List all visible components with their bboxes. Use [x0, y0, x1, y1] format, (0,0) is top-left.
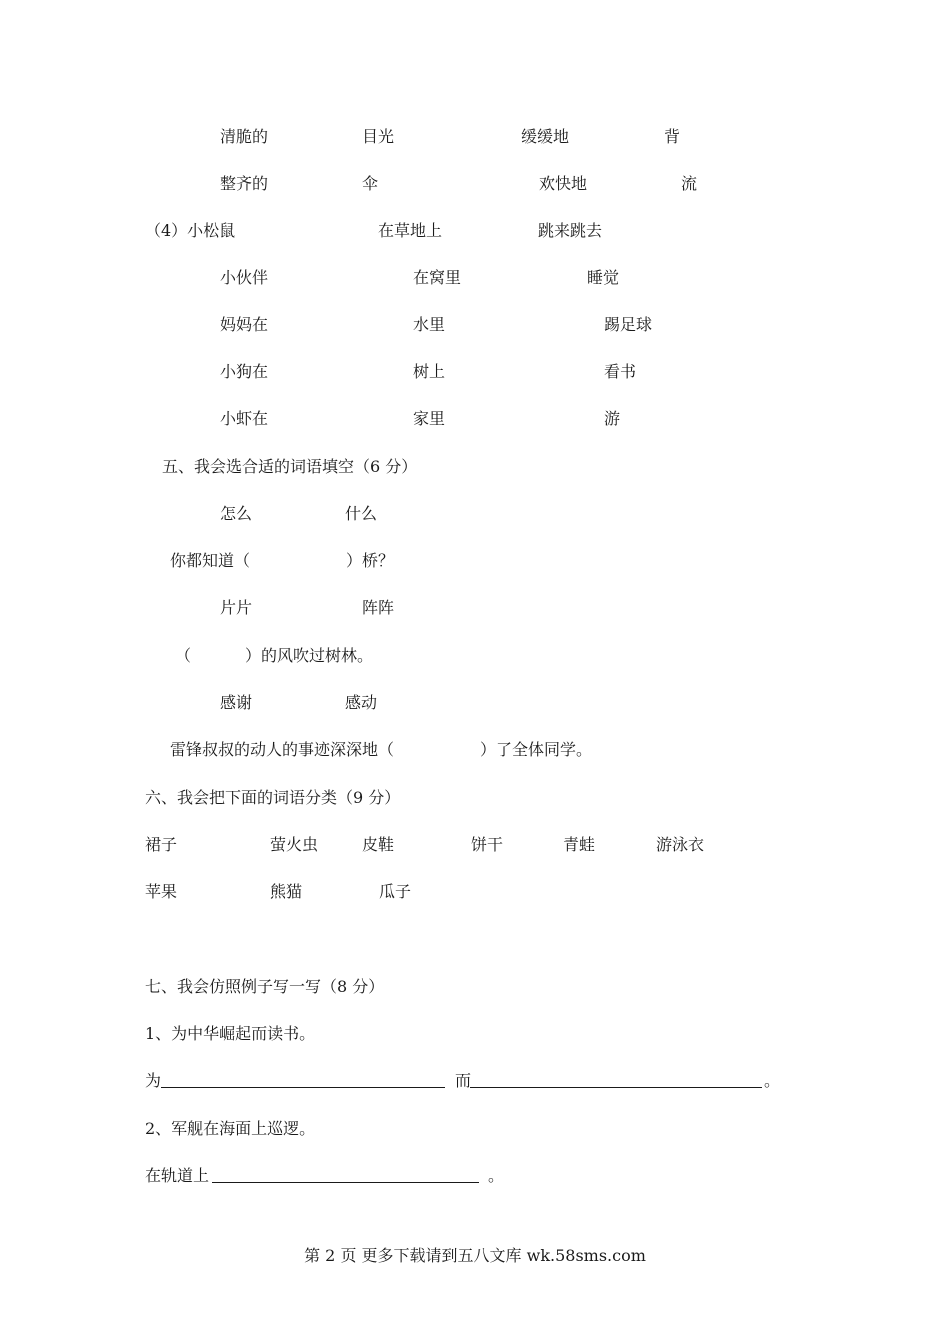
q5-3-sentence-end: ）了全体同学。 [480, 740, 593, 759]
word-qingcui: 清脆的 [220, 127, 269, 146]
answer-2-blank[interactable] [212, 1182, 479, 1183]
word-liu: 流 [681, 174, 698, 193]
q5-2-sentence-start: （ [175, 646, 192, 665]
q4-col2: 在草地上 [378, 221, 443, 240]
classify-word: 游泳衣 [656, 835, 705, 854]
classify-word: 萤火虫 [270, 835, 319, 854]
option-gandong: 感动 [345, 693, 378, 712]
classify-word: 皮鞋 [362, 835, 395, 854]
q4-col3: 跳来跳去 [538, 221, 603, 240]
option-ganxie: 感谢 [220, 693, 253, 712]
q4-row-item: 小狗在 [220, 362, 269, 381]
q4-row-item: 水里 [413, 315, 446, 334]
q4-row-item: 游 [604, 409, 621, 428]
q4-row-item: 树上 [413, 362, 446, 381]
option-shenme: 什么 [345, 504, 378, 523]
word-huankuaidi: 欢快地 [539, 174, 588, 193]
answer-1-end: 。 [764, 1071, 781, 1090]
q4-row-item: 妈妈在 [220, 315, 269, 334]
q4-row-item: 看书 [604, 362, 637, 381]
section5-title: 五、我会选合适的词语填空（6 分） [162, 457, 418, 476]
q4-row-item: 小虾在 [220, 409, 269, 428]
q5-2-sentence-end: ）的风吹过树林。 [245, 646, 374, 665]
answer-2-end: 。 [488, 1166, 505, 1185]
classify-word: 青蛙 [563, 835, 596, 854]
word-san: 伞 [362, 174, 379, 193]
option-zenme: 怎么 [220, 504, 253, 523]
word-zhengqi: 整齐的 [220, 174, 269, 193]
answer-1-blank-a[interactable] [161, 1087, 445, 1088]
classify-word: 饼干 [471, 835, 504, 854]
answer-2-prefix: 在轨道上 [145, 1166, 210, 1185]
option-pianpian: 片片 [220, 598, 253, 617]
section6-title: 六、我会把下面的词语分类（9 分） [145, 788, 401, 807]
classify-word: 瓜子 [379, 882, 412, 901]
section7-title: 七、我会仿照例子写一写（8 分） [145, 977, 385, 996]
classify-word: 裙子 [145, 835, 178, 854]
page-footer: 第 2 页 更多下载请到五八文库 wk.58sms.com [304, 1246, 646, 1265]
example-1: 1、为中华崛起而读书。 [145, 1024, 316, 1043]
q5-1-sentence-start: 你都知道（ [170, 551, 251, 570]
classify-word: 苹果 [145, 882, 178, 901]
word-muguang: 目光 [362, 127, 395, 146]
answer-1-blank-b[interactable] [470, 1087, 762, 1088]
word-huanhuandi: 缓缓地 [521, 127, 570, 146]
example-2: 2、军舰在海面上巡逻。 [145, 1119, 316, 1138]
answer-1-prefix: 为 [145, 1071, 162, 1090]
q5-3-sentence-start: 雷锋叔叔的动人的事迹深深地（ [170, 740, 395, 759]
classify-word: 熊猫 [270, 882, 303, 901]
word-bei: 背 [664, 127, 681, 146]
q4-label: （4）小松鼠 [145, 221, 236, 240]
q4-row-item: 小伙伴 [220, 268, 269, 287]
q4-row-item: 踢足球 [604, 315, 653, 334]
q5-1-sentence-end: ）桥？ [346, 551, 395, 570]
option-zhenzhen: 阵阵 [362, 598, 395, 617]
q4-row-item: 睡觉 [587, 268, 620, 287]
answer-1-middle: 而 [455, 1071, 472, 1090]
q4-row-item: 家里 [413, 409, 446, 428]
q4-row-item: 在窝里 [413, 268, 462, 287]
